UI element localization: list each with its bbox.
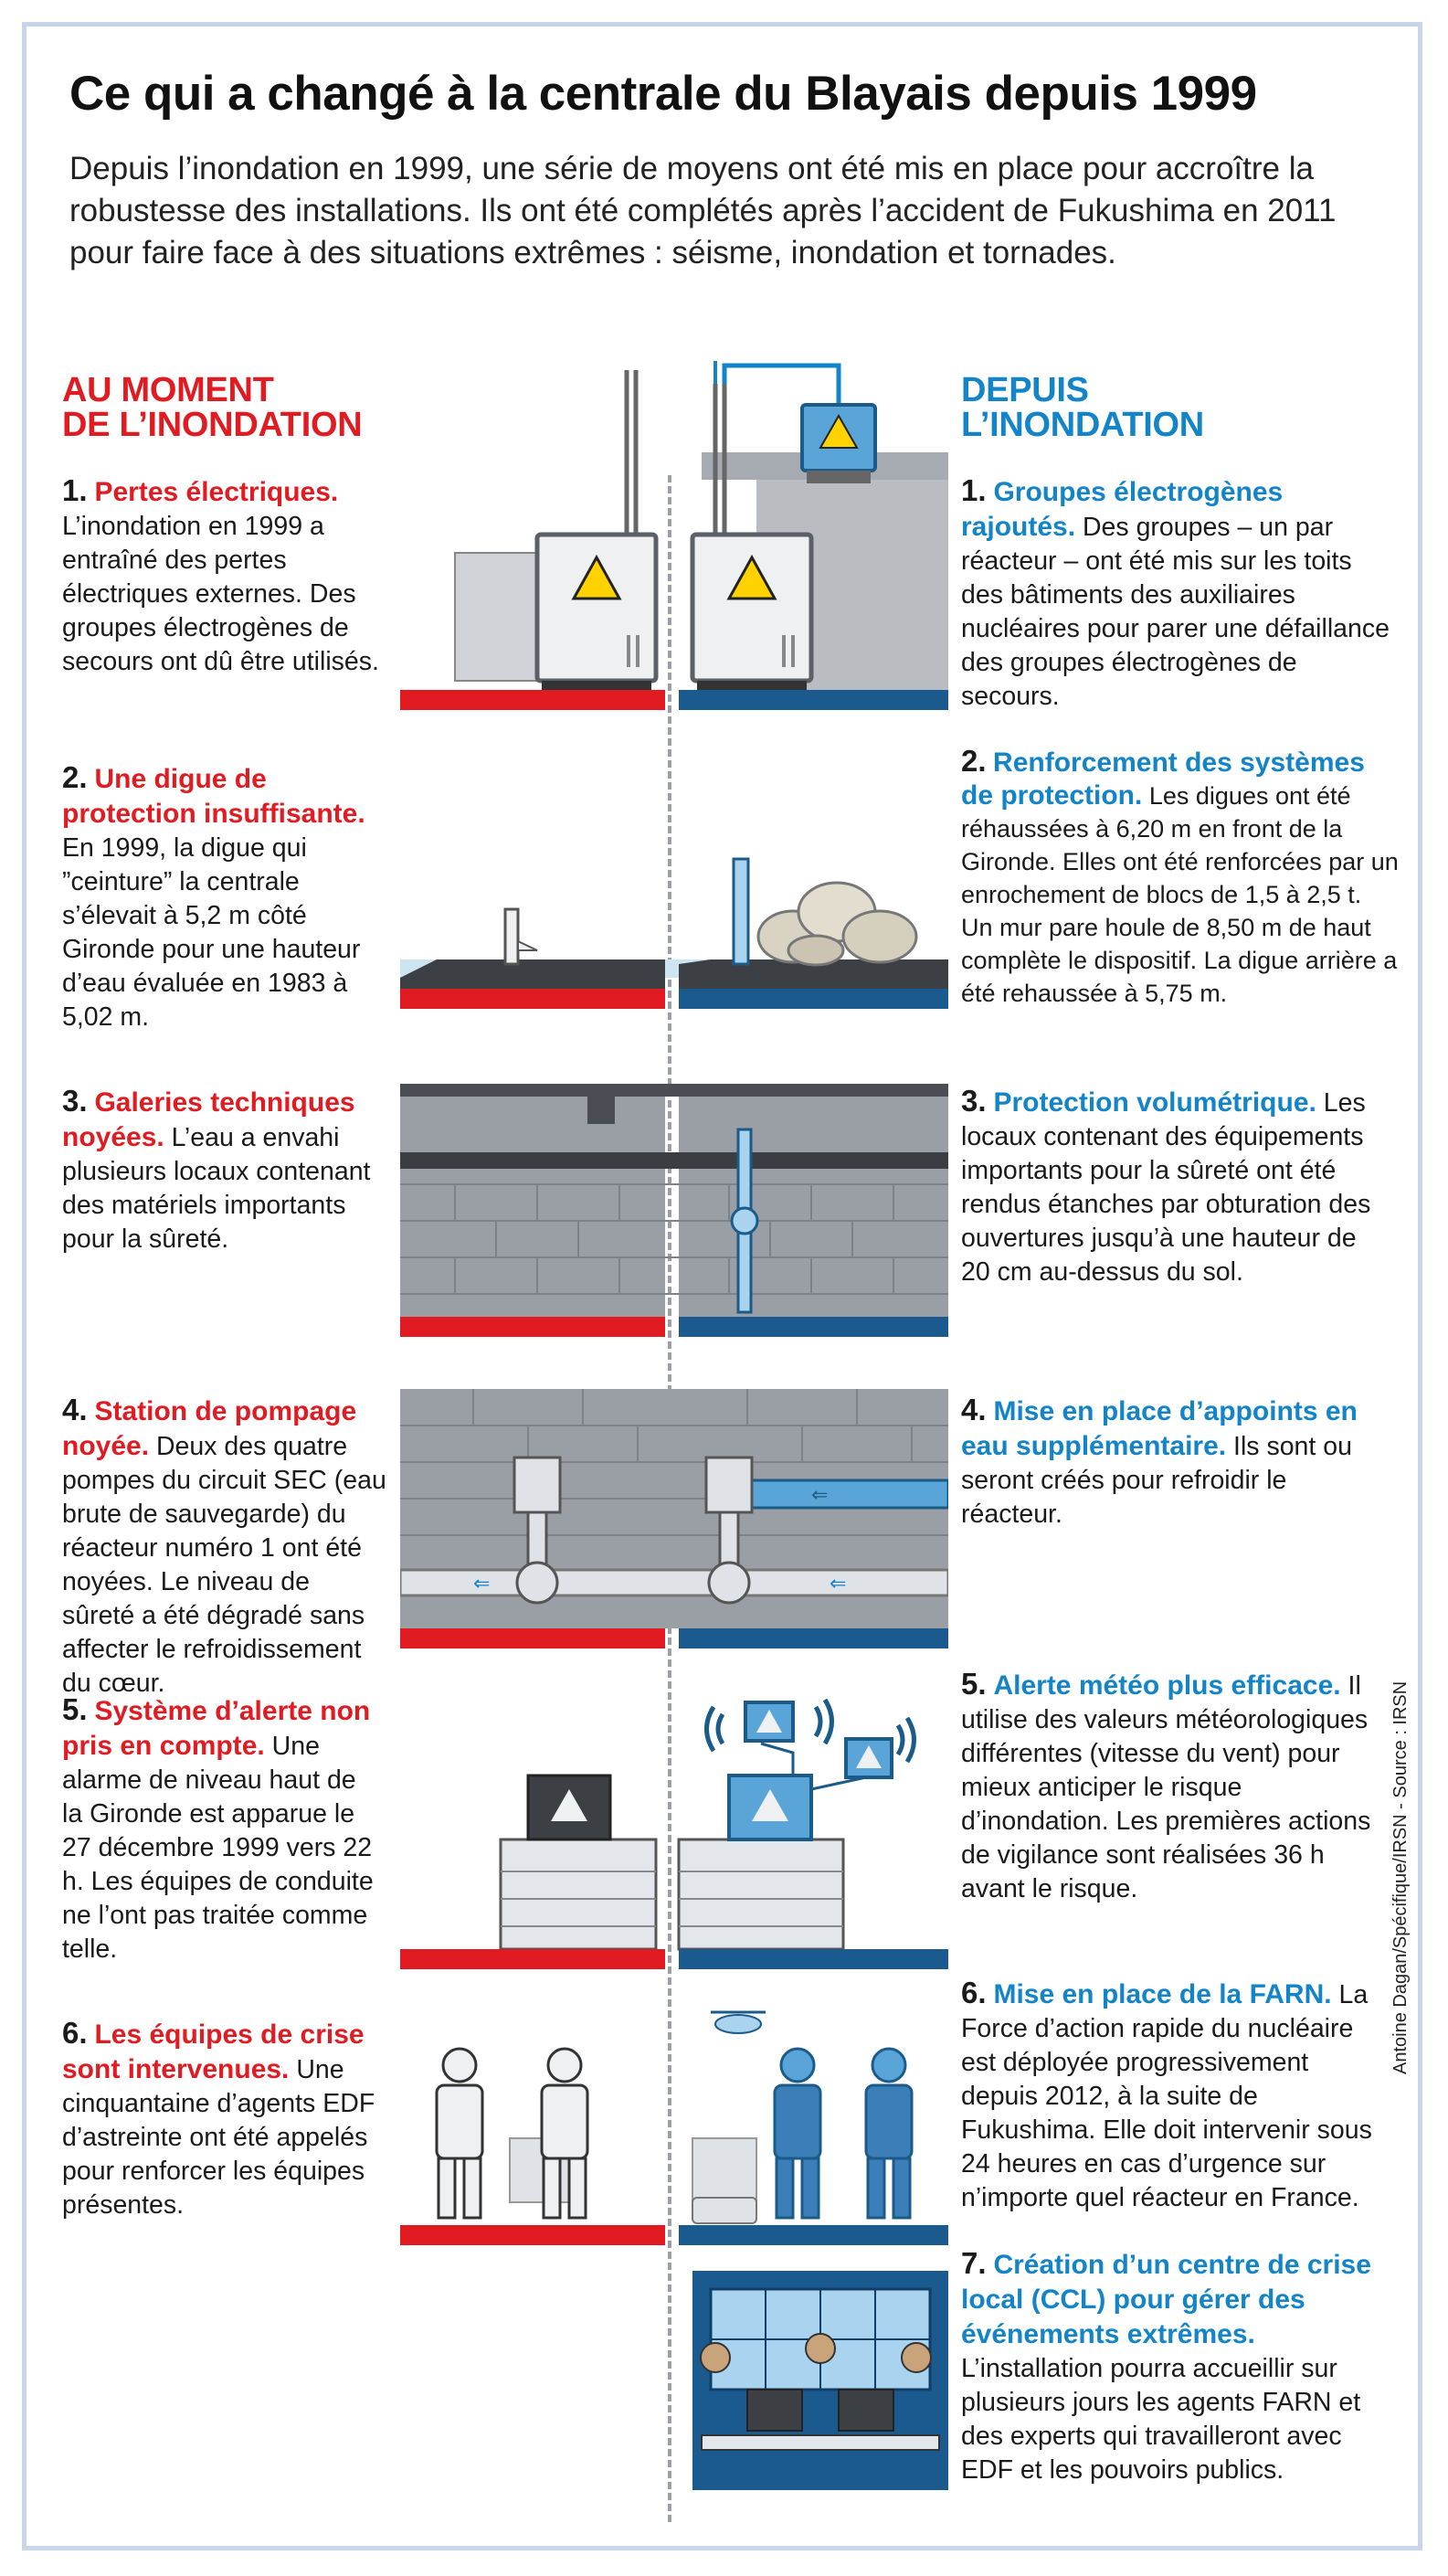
left-item-3-number: 3.	[62, 1084, 88, 1118]
signal-icon	[816, 1700, 832, 1744]
right-item-7-body: L’installation pourra accueillir sur plusieurs jours les agents FARN et des experts qui travailleront avec EDF et les pouvoirs publics.	[961, 2354, 1361, 2485]
old-dyke-wall	[505, 909, 518, 964]
expert-person	[701, 2343, 730, 2372]
right-header-line-2: L’INONDATION	[961, 406, 1204, 444]
left-item-3-body: L’eau a envahi plusieurs locaux contenant des matériels importants pour la sûreté.	[62, 1123, 371, 1254]
cable-tray	[400, 1152, 948, 1169]
right-item-7	[961, 2246, 1390, 2487]
rock-block	[843, 911, 916, 962]
weather-alert-illustration	[400, 1689, 948, 1972]
left-item-6-heading: Les équipes de crise sont intervenues.	[62, 2019, 365, 2084]
laptop	[839, 2390, 893, 2431]
left-item-4-body: Deux des quatre pompes du circuit SEC (eau brute de sauvegarde) du réacteur numéro 1 ont été noyées. Le niveau de sûreté a été dégradé sans affecter le refroidissement du cœur.	[62, 1432, 386, 1698]
right-item-1-body: Des groupes – un par réacteur – ont été mis sur les toits des bâtiments des auxiliaires nucléaires pour parer une défaillance des groupes électrogènes de secours.	[961, 513, 1390, 711]
right-header-line-1: DEPUIS	[961, 371, 1089, 409]
left-item-5-number: 5.	[62, 1692, 88, 1726]
left-item-5	[62, 1692, 377, 1966]
right-item-4-body: Ils sont ou seront créés pour refroidir le réacteur.	[961, 1432, 1352, 1529]
flow-arrow-icon: ⇐	[811, 1484, 829, 1507]
flow-arrow-icon: ⇐	[830, 1573, 847, 1595]
left-item-6-number: 6.	[62, 2016, 88, 2050]
left-item-5-heading: Système d’alerte non pris en compte.	[62, 1696, 371, 1761]
pumping-station-illustration	[400, 1389, 948, 1654]
right-item-1-number: 1.	[961, 473, 987, 507]
right-item-2-body: Les digues ont été réhaussées à 6,20 m en front de la Gironde. Elles ont été renforcées par un enrochement de blocs de 1,5 à 2,5 t. Un mur pare houle de 8,50 m de haut complète le dispositif. La digue arrière a été rehaussée à 5,75 m.	[961, 782, 1399, 1007]
left-item-4-number: 4.	[62, 1393, 88, 1426]
right-item-5	[961, 1667, 1390, 1906]
right-item-2-number: 2.	[961, 744, 987, 778]
left-header-line-1: AU MOMENT	[62, 371, 274, 409]
left-item-3-heading: Galeries techniques noyées.	[62, 1087, 355, 1152]
pump	[706, 1458, 752, 1512]
right-item-3-number: 3.	[961, 1084, 987, 1118]
page-title: Ce qui a changé à la centrale du Blayais depuis 1999	[69, 67, 1257, 121]
right-item-5-heading: Alerte météo plus efficace.	[993, 1670, 1341, 1701]
right-item-4-number: 4.	[961, 1393, 987, 1426]
right-item-4	[961, 1393, 1390, 1532]
worker-before	[437, 2049, 482, 2218]
left-item-6	[62, 2016, 377, 2222]
technical-gallery-illustration	[400, 1084, 948, 1340]
right-column-header	[961, 373, 1204, 442]
right-item-6	[961, 1976, 1381, 2215]
electrical-cabinets-illustration	[400, 361, 948, 713]
control-desk	[679, 1839, 843, 1949]
right-item-6-body: La Force d’action rapide du nucléaire est déployée progressivement depuis 2012, à la suite de Fukushima. Elle doit intervenir sous 24 heures en cas d’urgence sur n’importe quel réacteur en France.	[961, 1980, 1372, 2212]
signal-icon	[898, 1718, 914, 1762]
left-item-2-heading: Une digue de protection insuffisante.	[62, 764, 365, 829]
ceiling-opening	[587, 1097, 615, 1124]
expert-person	[902, 2343, 931, 2372]
left-item-4-heading: Station de pompage noyée.	[62, 1396, 357, 1461]
intro-paragraph: Depuis l’inondation en 1999, une série de moyens ont été mis en place pour accroître la robustesse des installations. Ils ont été complétés après l’accident de Fukushima en 2011 pour faire face à des situations extrêmes : séisme, inondation et tornades.	[69, 151, 1337, 270]
left-item-1-body: L’inondation en 1999 a entraîné des pertes électriques externes. Des groupes électrogènes de secours ont dû être utilisés.	[62, 512, 379, 676]
left-item-5-body: Une alarme de niveau haut de la Gironde est apparue le 27 décembre 1999 vers 22 h. Les équipes de conduite ne l’ont pas traitée comme telle.	[62, 1732, 374, 1964]
signal-icon	[707, 1707, 724, 1751]
right-item-2-heading: Renforcement des systèmes de protection.	[961, 747, 1365, 811]
right-item-6-number: 6.	[961, 1976, 987, 2009]
flow-arrow-icon: ⇐	[473, 1573, 491, 1595]
laptop	[747, 2390, 802, 2431]
right-item-3	[961, 1084, 1390, 1289]
left-item-1-heading: Pertes électriques.	[94, 477, 339, 507]
meeting-table	[702, 2435, 939, 2450]
right-item-2	[961, 745, 1400, 1010]
credit-line: Antoine Dagan/Spécifique/IRSN - Source : IRSN	[1390, 1680, 1411, 2074]
left-item-1-number: 1.	[62, 473, 88, 507]
control-desk	[501, 1839, 656, 1949]
left-item-2	[62, 760, 386, 1034]
farn-agent	[775, 2049, 820, 2218]
truck	[692, 2198, 756, 2223]
crisis-teams-illustration	[400, 2001, 948, 2248]
crisis-centre-illustration	[400, 2271, 948, 2499]
right-item-1	[961, 473, 1390, 714]
expert-person	[806, 2334, 835, 2363]
right-item-1-heading: Groupes électrogènes rajoutés.	[961, 477, 1284, 542]
left-item-1	[62, 473, 382, 679]
left-header-line-2: DE L’INONDATION	[62, 406, 363, 444]
right-item-7-number: 7.	[961, 2246, 987, 2280]
wave-wall	[734, 859, 748, 964]
pump	[514, 1458, 560, 1512]
left-item-2-body: En 1999, la digue qui ”ceinture” la centrale s’élevait à 5,2 m côté Gironde pour une hauteur d’eau évaluée en 1983 à 5,02 m.	[62, 833, 361, 1032]
left-item-4	[62, 1393, 386, 1701]
right-item-6-heading: Mise en place de la FARN.	[993, 1979, 1332, 2009]
right-item-3-body: Les locaux contenant des équipements importants pour la sûreté ont été rendus étanches par obturation des ouvertures jusqu’à une hauteur de 20 cm au-dessus du sol.	[961, 1088, 1371, 1287]
dyke-illustration	[400, 822, 948, 1014]
right-item-4-heading: Mise en place d’appoints en eau supplémentaire.	[961, 1396, 1358, 1461]
helicopter-icon	[715, 2015, 761, 2033]
left-column-header	[62, 373, 362, 442]
left-item-6-body: Une cinquantaine d’agents EDF d’astreinte ont été appelés pour renforcer les équipes présentes.	[62, 2055, 375, 2220]
blue-ground-bar	[679, 690, 948, 710]
left-item-2-number: 2.	[62, 760, 88, 794]
right-item-5-body: Il utilise des valeurs météorologiques différentes (vitesse du vent) pour mieux anticiper le risque d’inondation. Les premières actions de vigilance sont réalisées 36 h avant le risque.	[961, 1671, 1371, 1903]
right-item-5-number: 5.	[961, 1667, 987, 1701]
right-item-3-heading: Protection volumétrique.	[993, 1087, 1316, 1118]
right-item-7-heading: Création d’un centre de crise local (CCL) pour gérer des événements extrêmes.	[961, 2250, 1371, 2349]
red-ground-bar	[400, 690, 665, 710]
left-item-3	[62, 1084, 386, 1256]
farn-agent	[866, 2049, 912, 2218]
